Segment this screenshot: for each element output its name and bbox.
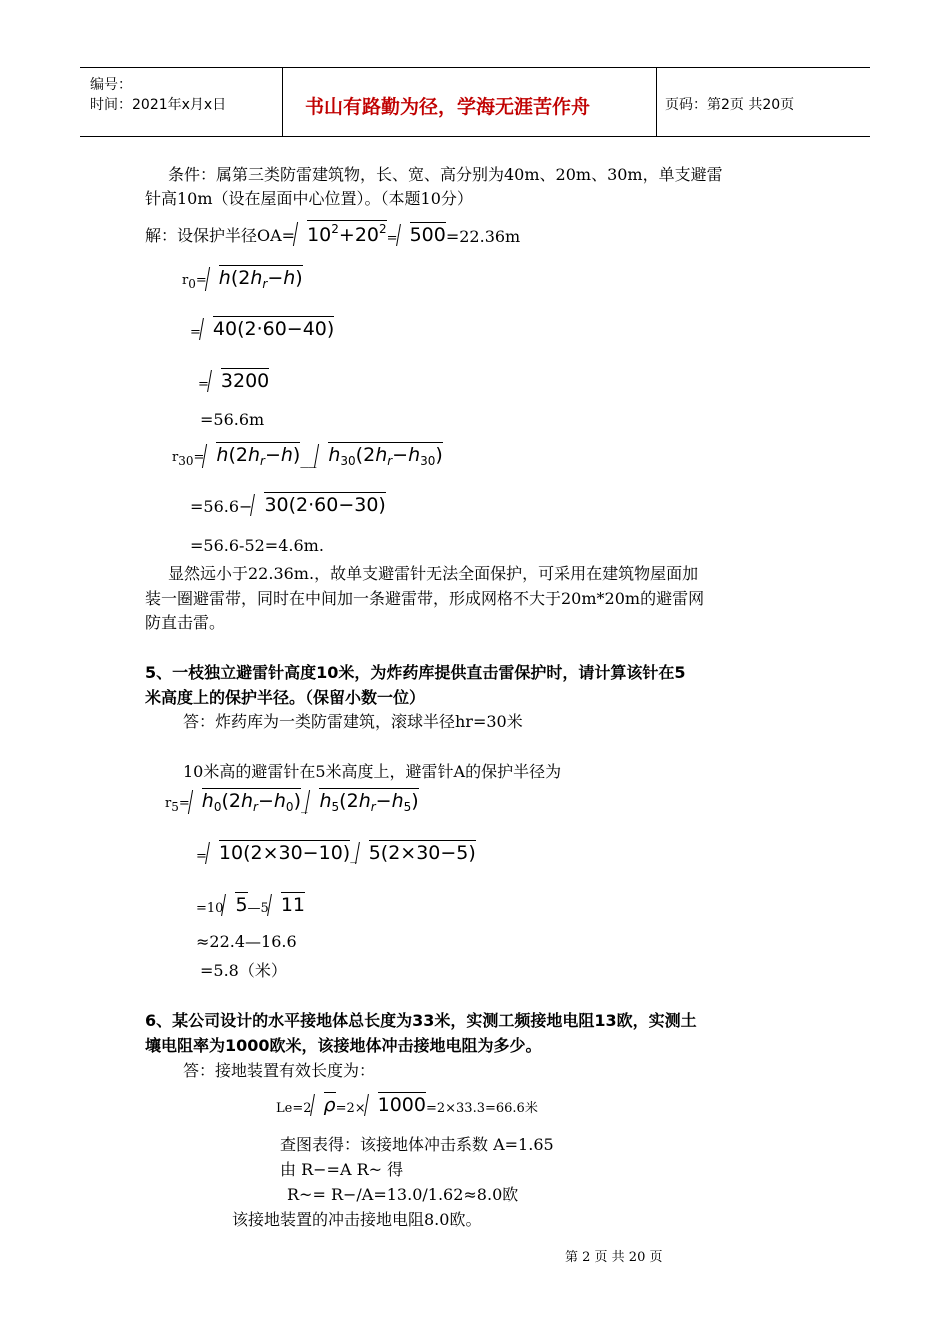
solution-prefix: 解：设保护半径OA=: [145, 226, 296, 245]
page-footer: 第 2 页 共 20 页: [565, 1250, 663, 1265]
sqrt-5: 5: [223, 892, 247, 916]
equals: =: [198, 377, 209, 392]
condition-line-2: 针高10m（设在屋面中心位置）。（本题10分）: [145, 189, 473, 208]
le-mid: =2×: [335, 1101, 366, 1116]
r0-symbol: r: [182, 273, 189, 288]
question-5-line-1: 5、一枝独立避雷针高度10米，为炸药库提供直击雷保护时，请计算该针在5: [145, 663, 686, 682]
document-date: 时间：2021年x月x日: [90, 97, 227, 113]
r5-formula: r5= $h_0(2h_r-h_0)$ _ $h_5(2h_r-h_5)$: [165, 790, 419, 814]
r5-result: =5.8（米）: [200, 961, 287, 980]
question-5-answer-2: 10米高的避雷针在5米高度上，避雷针A的保护半径为: [183, 762, 562, 781]
sqrt-r0: $h(2h_r-h)$: [207, 265, 303, 291]
condition-line-1: 条件：属第三类防雷建筑物，长、宽、高分别为40m、20m、30m，单支避雷: [168, 165, 723, 184]
page-header: [80, 67, 870, 137]
r0-subscript: 0: [188, 277, 196, 291]
sqrt-r30-a: $h(2h_r-h)$: [204, 442, 300, 468]
r5-step-3: [196, 892, 305, 916]
sqrt-r30-numeric: 30(2·60−30): [252, 492, 385, 516]
conclusion-line-3: 防直击雷。: [145, 613, 226, 632]
r0-result: =56.6m: [200, 410, 265, 429]
r5-step-2: = 10(2×30−10) _ 5(2×30−5): [196, 842, 476, 864]
question-6-final: 该接地装置的冲击接地电阻8.0欧。: [232, 1210, 482, 1229]
question-6-calculation: R~= R−/A=13.0/1.62≈8.0欧: [287, 1185, 519, 1204]
header-divider: [282, 68, 283, 136]
question-6-line-2: 壤电阻率为1000欧米，该接地体冲击接地电阻为多少。: [145, 1036, 542, 1055]
question-6-table-lookup: 查图表得：该接地体冲击系数 A=1.65: [280, 1135, 554, 1154]
sqrt-r5-numeric-a: 10(2×30−10): [207, 840, 350, 864]
question-5-answer-1: 答：炸药库为一类防雷建筑，滚球半径hr=30米: [183, 712, 523, 731]
sqrt-11: 11: [269, 892, 305, 916]
le-formula: [276, 1092, 538, 1116]
equals: =: [195, 273, 207, 288]
sqrt-3200: 3200: [209, 368, 269, 392]
question-6-line-1: 6、某公司设计的水平接地体总长度为33米，实测工频接地电阻13欧，实测土: [145, 1011, 697, 1030]
sqrt-r5-b: $h_5(2h_r-h_5)$: [307, 788, 418, 814]
r5-approx: ≈22.4—16.6: [196, 932, 297, 951]
solution-result: =22.36m: [445, 227, 521, 246]
question-6-relation: 由 R−=A R~ 得: [280, 1160, 404, 1179]
r0-formula: [182, 265, 303, 291]
sqrt-1000: 1000: [366, 1092, 426, 1116]
r0-step-3: [198, 368, 269, 392]
question-5-line-2: 米高度上的保护半径。（保留小数一位）: [145, 688, 426, 707]
document-number-label: 编号：: [90, 77, 132, 93]
sqrt-r5-a: $h_0(2h_r-h_0)$: [190, 788, 301, 814]
sqrt-500: 500: [398, 222, 446, 246]
r5-subscript: 5: [171, 800, 179, 814]
r30-formula: r30= $h(2h_r-h)$ __ $h_{30}(2h_r-h_{30})$: [172, 444, 443, 468]
sqrt-oa: $10^2+20^2$: [295, 220, 387, 246]
r30-symbol: r: [172, 450, 179, 465]
r5-symbol: r: [165, 796, 172, 811]
r5-step3-minus: —5: [247, 901, 269, 916]
equals: =: [196, 849, 207, 864]
question-6-answer-1: 答：接地装置有效长度为：: [183, 1061, 376, 1080]
equals: =: [178, 796, 190, 811]
sqrt-r5-numeric-b: 5(2×30−5): [357, 840, 476, 864]
page-number-label: 页码：第2页 共20页: [665, 97, 795, 113]
r30-step-2: [190, 492, 386, 516]
le-prefix: Le=2: [276, 1101, 312, 1116]
solution-oa: 解：设保护半径OA= $10^2+20^2$ = 500 =22.36m: [145, 222, 521, 246]
equals: =: [193, 450, 205, 465]
header-motto: 书山有路勤为径，学海无涯苦作舟: [305, 96, 591, 118]
header-divider: [656, 68, 657, 136]
equals: =: [190, 325, 201, 340]
sqrt-rho: ρ: [312, 1092, 336, 1116]
r5-step3-coef: =10: [196, 901, 224, 916]
r0-step-2: [190, 316, 334, 340]
r30-result: =56.6-52=4.6m.: [190, 536, 324, 555]
sqrt-r30-b: $h_{30}(2h_r-h_{30})$: [316, 442, 443, 468]
le-result: =2×33.3=66.6米: [425, 1101, 538, 1116]
r30-subscript: 30: [178, 454, 194, 468]
conclusion-line-2: 装一圈避雷带，同时在中间加一条避雷带，形成网格不大于20m*20m的避雷网: [145, 589, 705, 608]
conclusion-line-1: 显然远小于22.36m.，故单支避雷针无法全面保护，可采用在建筑物屋面加: [168, 564, 699, 583]
r30-step-prefix: =56.6−: [190, 497, 253, 516]
sqrt-r0-numeric: 40(2·60−40): [201, 316, 334, 340]
